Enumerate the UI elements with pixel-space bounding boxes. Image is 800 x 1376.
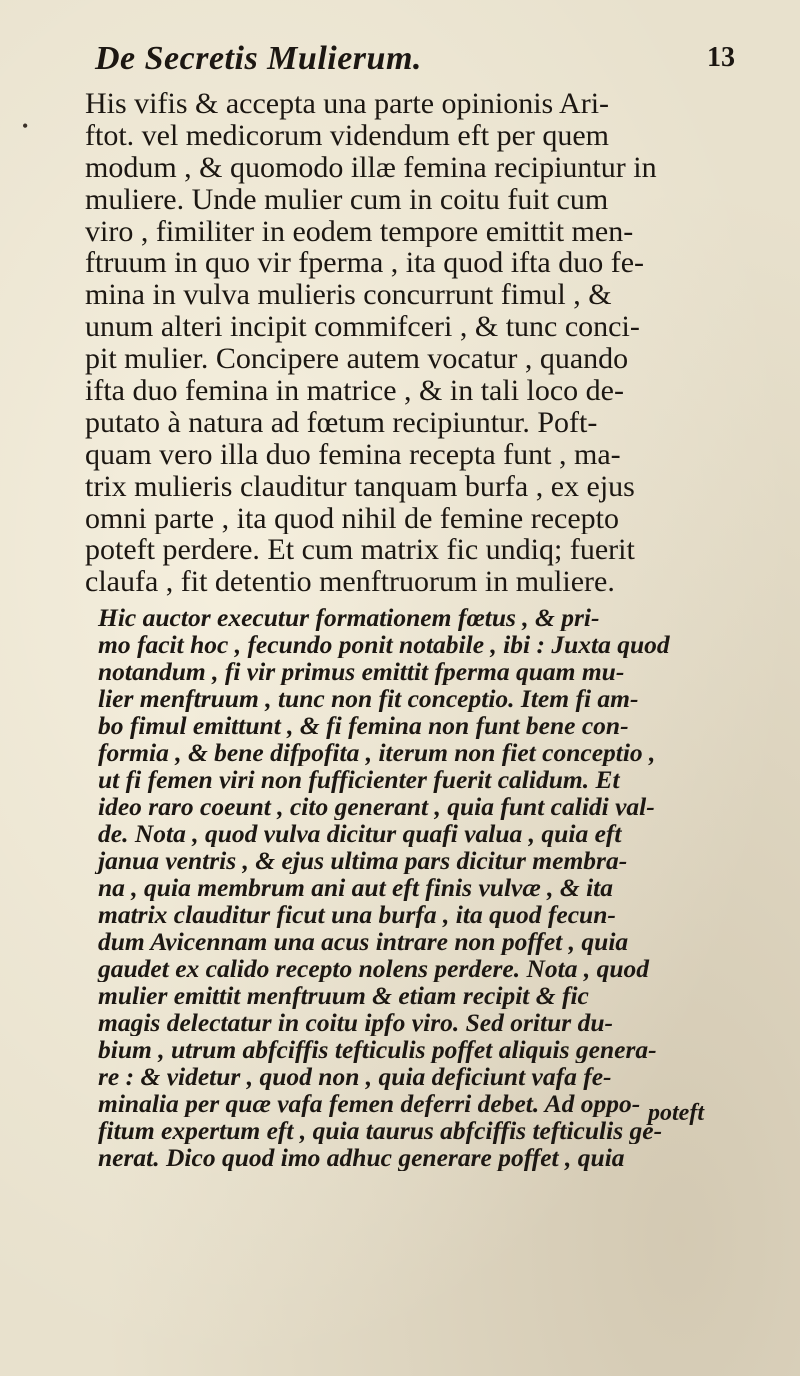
commentary-line: fitum expertum eft , quia taurus abfciffis tefticulis ge- [98,1117,663,1145]
commentary-line: re : & videtur , quod non , quia deficiunt vafa fe- [98,1063,612,1091]
commentary-line: de. Nota , quod vulva dicitur quafi valua , quia eft [98,820,622,848]
commentary-line: matrix clauditur ficut una burfa , ita quod fecun- [98,901,616,929]
text-line: trix mulieris clauditur tanquam burfa , ex ejus [85,470,635,503]
text-line: muliere. Unde mulier cum in coitu fuit cum [85,183,609,216]
text-line: His vifis & accepta una parte opinionis Ari- [85,88,610,120]
commentary-line: lier menftruum , tunc non fit conceptio. Item fi am- [98,685,639,713]
text-line: ftot. vel medicorum videndum eft per quem [85,119,610,152]
commentary-line: bium , utrum abfciffis tefticulis poffet aliquis genera- [98,1036,657,1064]
text-line: unum alteri incipit commifceri , & tunc conci- [85,311,640,344]
commentary-line: magis delectatur in coitu ipfo viro. Sed oritur du- [98,1009,613,1037]
commentary-line: dum Avicennam una acus intrare non poffet , quia [98,928,629,956]
text-line: putato à natura ad fœtum recipiuntur. Poft- [85,406,598,439]
commentary-line: mulier emittit menftruum & etiam recipit & fic [98,982,589,1010]
page-number: 13 [707,42,735,73]
commentary-line: janua ventris , & ejus ultima pars dicitur membra- [98,847,628,875]
text-line: quam vero illa duo femina recepta funt , ma- [85,438,621,471]
text-line: modum , & quomodo illæ femina recipiuntur in [85,151,657,184]
text-line: ftruum in quo vir fperma , ita quod ifta duo fe- [85,247,645,280]
text-line: ifta duo femina in matrice , & in tali loco de- [85,375,624,407]
commentary-line: formia , & bene difpofita , iterum non fiet conceptio , [98,739,656,767]
commentary-line: nerat. Dico quod imo adhuc generare poffet , quia [98,1144,625,1172]
catchword: poteft [648,1100,704,1126]
text-line: claufa , fit detentio menftruorum in muliere. [85,566,615,599]
text-line: omni parte , ita quod nihil de femine recepto [85,502,619,535]
commentary-line: gaudet ex calido recepto nolens perdere. Nota , quod [98,955,650,983]
commentary-line: ideo raro coeunt , cito generant , quia funt calidi val- [98,793,655,821]
commentary-line: minalia per quæ vafa femen deferri debet. Ad oppo- [98,1090,641,1118]
commentary-line: Hic auctor executur formationem fœtus , & pri- [98,604,600,632]
running-title: De Secretis Mulierum. [95,40,422,77]
page-header [95,40,735,90]
text-line: viro , fimiliter in eodem tempore emittit men- [85,215,634,248]
commentary-line: mo facit hoc , fecundo ponit notabile , ibi : Juxta quod [98,631,670,659]
margin-mark: • [22,116,29,136]
main-text [60,88,740,1171]
commentary-line: na , quia membrum ani aut eft finis vulvæ , & ita [98,874,614,902]
text-line: mina in vulva mulieris concurrunt fimul , & [85,279,612,312]
commentary-line: ut fi femen viri non fufficienter fuerit calidum. Et [98,766,620,794]
text-line: poteft perdere. Et cum matrix fic undiq; fuerit [85,534,635,567]
text-line: pit mulier. Concipere autem vocatur , quando [85,343,629,376]
commentary-line: notandum , fi vir primus emittit fperma quam mu- [98,658,625,686]
commentary-line: bo fimul emittunt , & fi femina non funt bene con- [98,712,629,740]
